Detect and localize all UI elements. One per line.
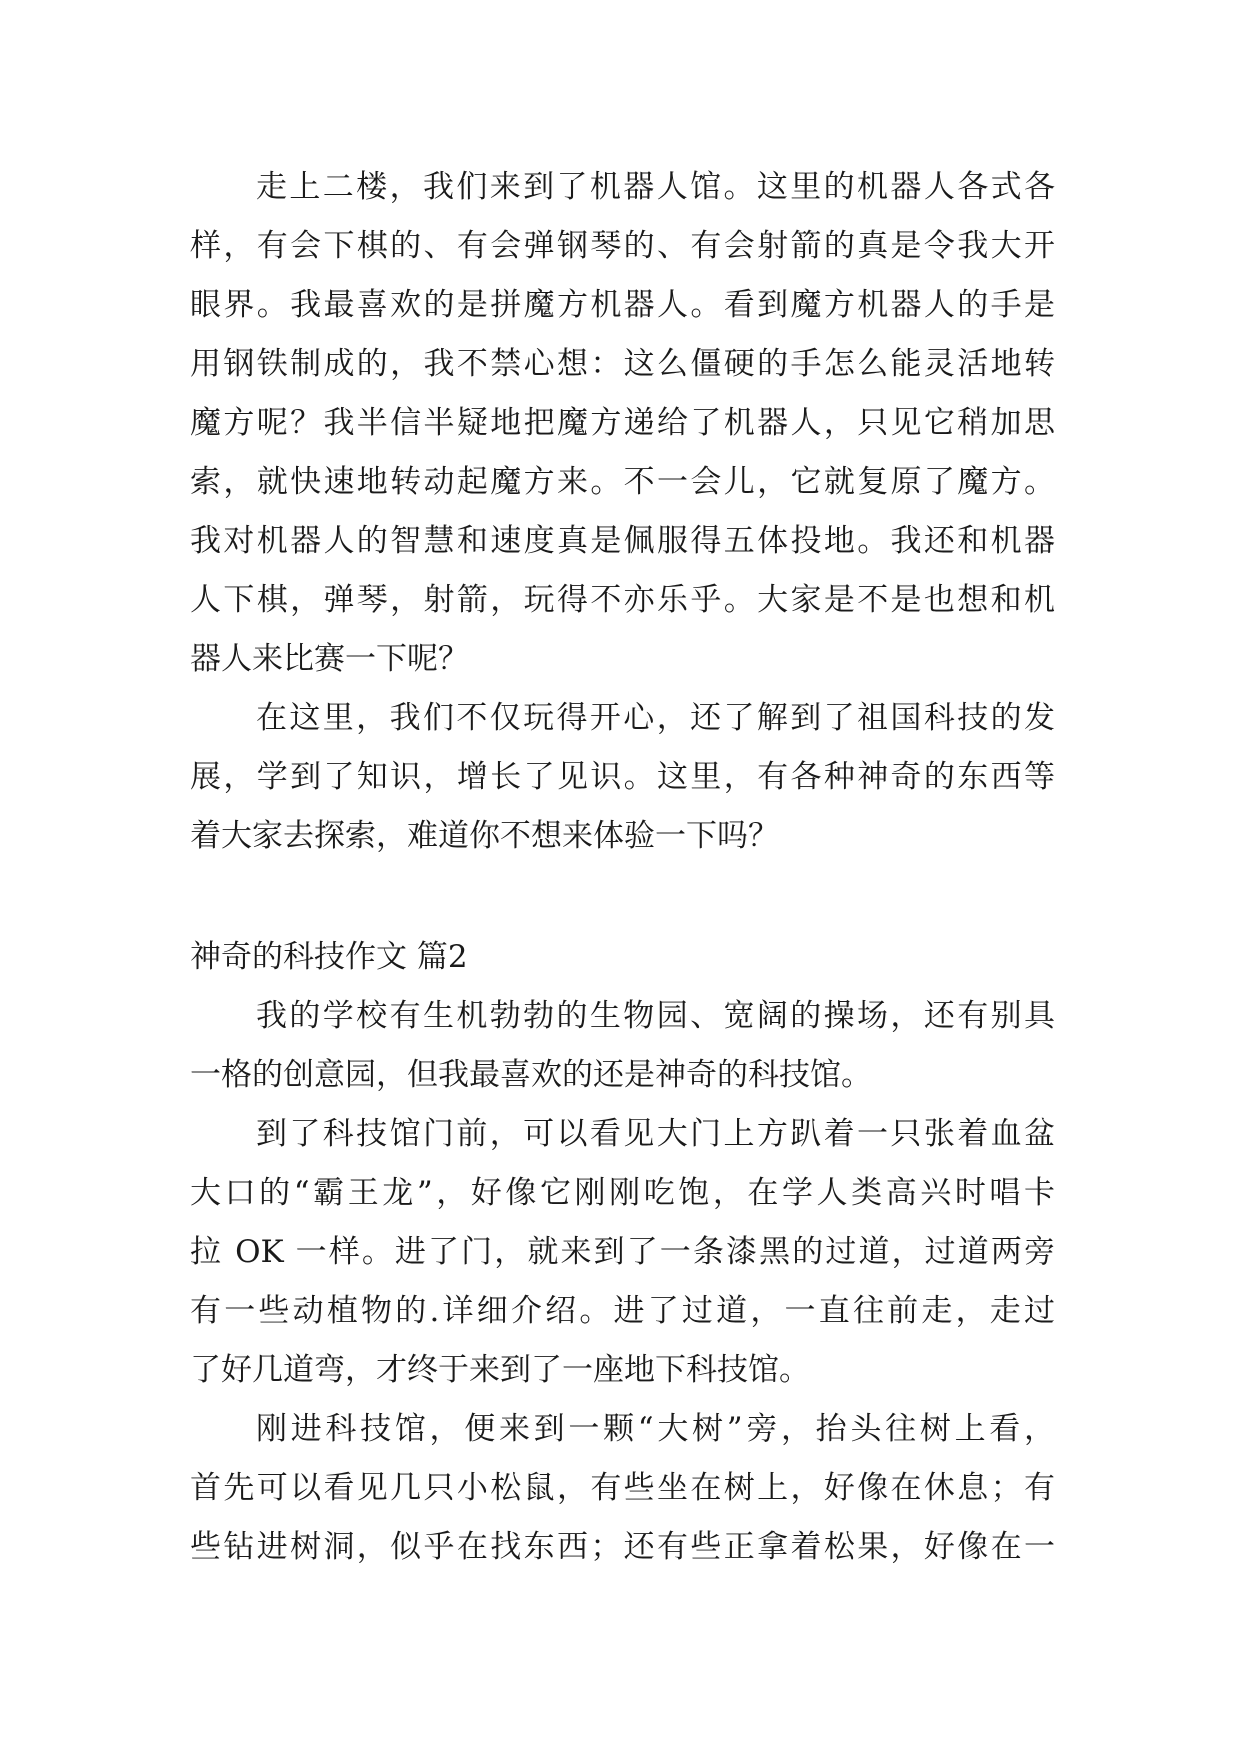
text-line: 眼界。我最喜欢的是拼魔方机器人。看到魔方机器人的手是	[190, 287, 1055, 323]
paragraph-robot-hall	[190, 158, 1065, 689]
text-line: 人下棋，弹琴，射箭，玩得不亦乐乎。大家是不是也想和机	[190, 582, 1055, 618]
text-line: 首先可以看见几只小松鼠，有些坐在树上，好像在休息；有	[190, 1470, 1055, 1506]
text-line: 展，学到了知识，增长了见识。这里，有各种神奇的东西等	[190, 759, 1055, 795]
text-line: 拉 OK 一样。进了门，就来到了一条漆黑的过道，过道两旁	[190, 1234, 1055, 1270]
text-line: 着大家去探索，难道你不想来体验一下吗？	[190, 818, 779, 854]
text-line: 了好几道弯，才终于来到了一座地下科技馆。	[190, 1352, 810, 1388]
paragraph-conclusion	[190, 689, 1065, 866]
text-line: 大口的“霸王龙”，好像它刚刚吃饱，在学人类高兴时唱卡	[190, 1175, 1055, 1211]
text-line: 有一些动植物的.详细介绍。进了过道，一直往前走，走过	[190, 1293, 1055, 1329]
text-line: 用钢铁制成的，我不禁心想：这么僵硬的手怎么能灵活地转	[190, 346, 1055, 382]
text-line: 在这里，我们不仅玩得开心，还了解到了祖国科技的发	[256, 700, 1055, 736]
paragraph-big-tree	[190, 1400, 1065, 1577]
text-line: 到了科技馆门前，可以看见大门上方趴着一只张着血盆	[256, 1116, 1055, 1152]
text-line: 我对机器人的智慧和速度真是佩服得五体投地。我还和机器	[190, 523, 1055, 559]
text-line: 魔方呢？我半信半疑地把魔方递给了机器人，只见它稍加思	[190, 405, 1055, 441]
paragraph-school-intro	[190, 987, 1065, 1105]
text-line: 我的学校有生机勃勃的生物园、宽阔的操场，还有别具	[256, 998, 1055, 1034]
section-heading: 神奇的科技作文 篇2	[190, 939, 468, 975]
paragraph-museum-entrance	[190, 1105, 1065, 1400]
text-line: 器人来比赛一下呢？	[190, 641, 469, 677]
text-line: 一格的创意园，但我最喜欢的还是神奇的科技馆。	[190, 1057, 872, 1093]
document-body	[190, 158, 1065, 1577]
text-line: 索，就快速地转动起魔方来。不一会儿，它就复原了魔方。	[190, 464, 1055, 500]
text-line: 些钻进树洞，似乎在找东西；还有些正拿着松果，好像在一	[190, 1529, 1055, 1565]
text-line: 走上二楼，我们来到了机器人馆。这里的机器人各式各	[256, 169, 1055, 205]
text-line: 样，有会下棋的、有会弹钢琴的、有会射箭的真是令我大开	[190, 228, 1055, 264]
text-line: 刚进科技馆，便来到一颗“大树”旁，抬头往树上看，	[256, 1411, 1055, 1447]
